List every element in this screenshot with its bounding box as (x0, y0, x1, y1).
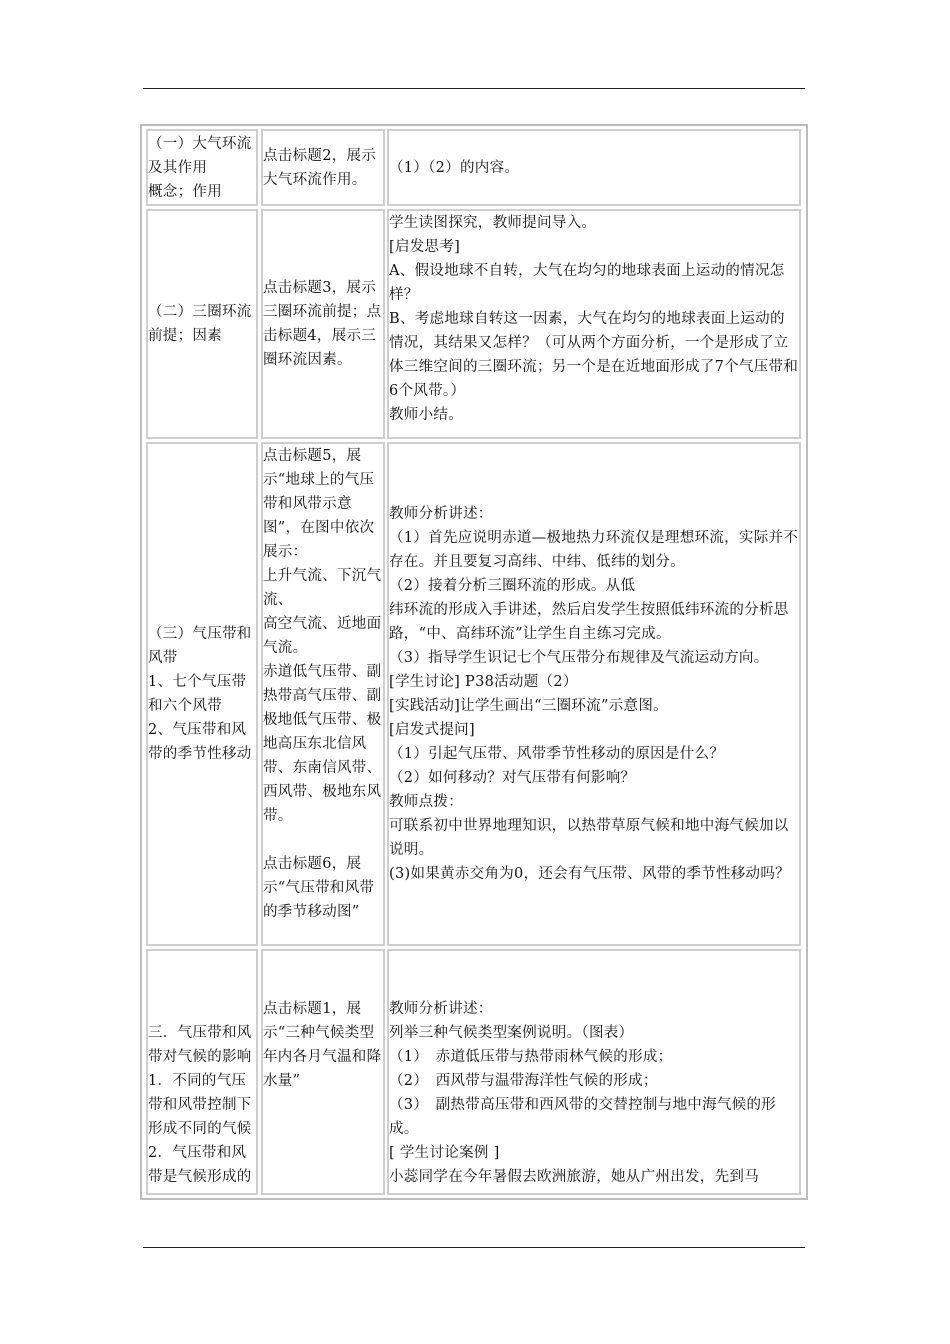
footer-rule (143, 1247, 805, 1248)
header-rule (143, 88, 805, 89)
row2-topic: （二）三圈环流前提；因素 (148, 304, 252, 344)
row4-media-cell (261, 949, 385, 1195)
row1-activity-cell (387, 129, 801, 206)
row4-media: 点击标题1，展示“三种气候类型年内各月气温和降水量” (263, 1001, 382, 1089)
row4-activity-cell (387, 949, 801, 1195)
row4-topic-cell (146, 949, 258, 1195)
row3-media-cell (261, 442, 385, 946)
row1-activity: （1）（2）的内容。 (389, 159, 520, 176)
row2-activity: 学生读图探究，教师提问导入。 [启发思考] A、假设地球不自转，大气在均匀的地球表面上运动的情况怎样？ B、考虑地球自转这一因素，大气在均匀的地球表面上运动的情况，其结果又怎样？（可从两个方面分析，一个是形成了立体三维空间的三圈环流；另一个是在近地面形成了7个气压带和6个风带。） 教师小结。 (389, 215, 799, 423)
row1-topic-cell (146, 129, 258, 206)
row2-media-cell (261, 209, 385, 439)
row2-activity-cell (387, 209, 801, 439)
row4-activity: 教师分析讲述： 列举三种气候类型案例说明。（图表） （1） 赤道低压带与热带雨林气候的形成； （2） 西风带与温带海洋性气候的形成； （3） 副热带高压带和西风带的交替控制与地中海气候的形成。 [ 学生讨论案例 ] 小蕊同学在今年暑假去欧洲旅游，她从广州出发，先到马 (389, 1001, 777, 1185)
row2-media: 点击标题3，展示三圈环流前提；点击标题4，展示三圈环流因素。 (263, 280, 382, 368)
row3-activity-cell (387, 442, 801, 946)
row3-topic: （三）气压带和风带 1、七个气压带和六个风带 2、气压带和风带的季节性移动 (148, 626, 252, 762)
row1-topic: （一）大气环流及其作用 概念；作用 (148, 135, 252, 200)
row1-media-cell (261, 129, 385, 206)
row4-topic: 三．气压带和风带对气候的影响 1．不同的气压带和风带控制下形成不同的气候 2．气压带和风带是气候形成的 (148, 1025, 252, 1185)
row1-media: 点击标题2，展示大气环流作用。 (263, 147, 377, 188)
row3-media: 点击标题5，展示“地球上的气压带和风带示意图”，在图中依次展示： 上升气流、下沉气流、 高空气流、近地面气流。 赤道低气压带、副热带高气压带、副极地低气压带、极地高压东北信风带、东南信风带、西风带、极地东风带。 点击标题6，展示“气压带和风带的季节移动图” (263, 448, 382, 920)
row2-topic-cell (146, 209, 258, 439)
row3-topic-cell (146, 442, 258, 946)
row3-activity: 教师分析讲述： （1）首先应说明赤道—极地热力环流仅是理想环流，实际并不存在。并且要复习高纬、中纬、低纬的划分。 （2）接着分析三圈环流的形成。从低 纬环流的形成入手讲述，然后启发学生按照低纬环流的分析思路，“中、高纬环流”让学生自主练习完成。 （3）指导学生识记七个气压带分布规律及气流运动方向。 [学生讨论] P38活动题（2） [实践活动]让学生画出“三圈环流”示意图。 [启发式提问] （1）引起气压带、风带季节性移动的原因是什么？ （2）如何移动？对气压带有何影响？ 教师点拨： 可联系初中世界地理知识，以热带草原气候和地中海气候加以说明。 (3)如果黄赤交角为0，还会有气压带、风带的季节性移动吗？ (389, 506, 799, 882)
